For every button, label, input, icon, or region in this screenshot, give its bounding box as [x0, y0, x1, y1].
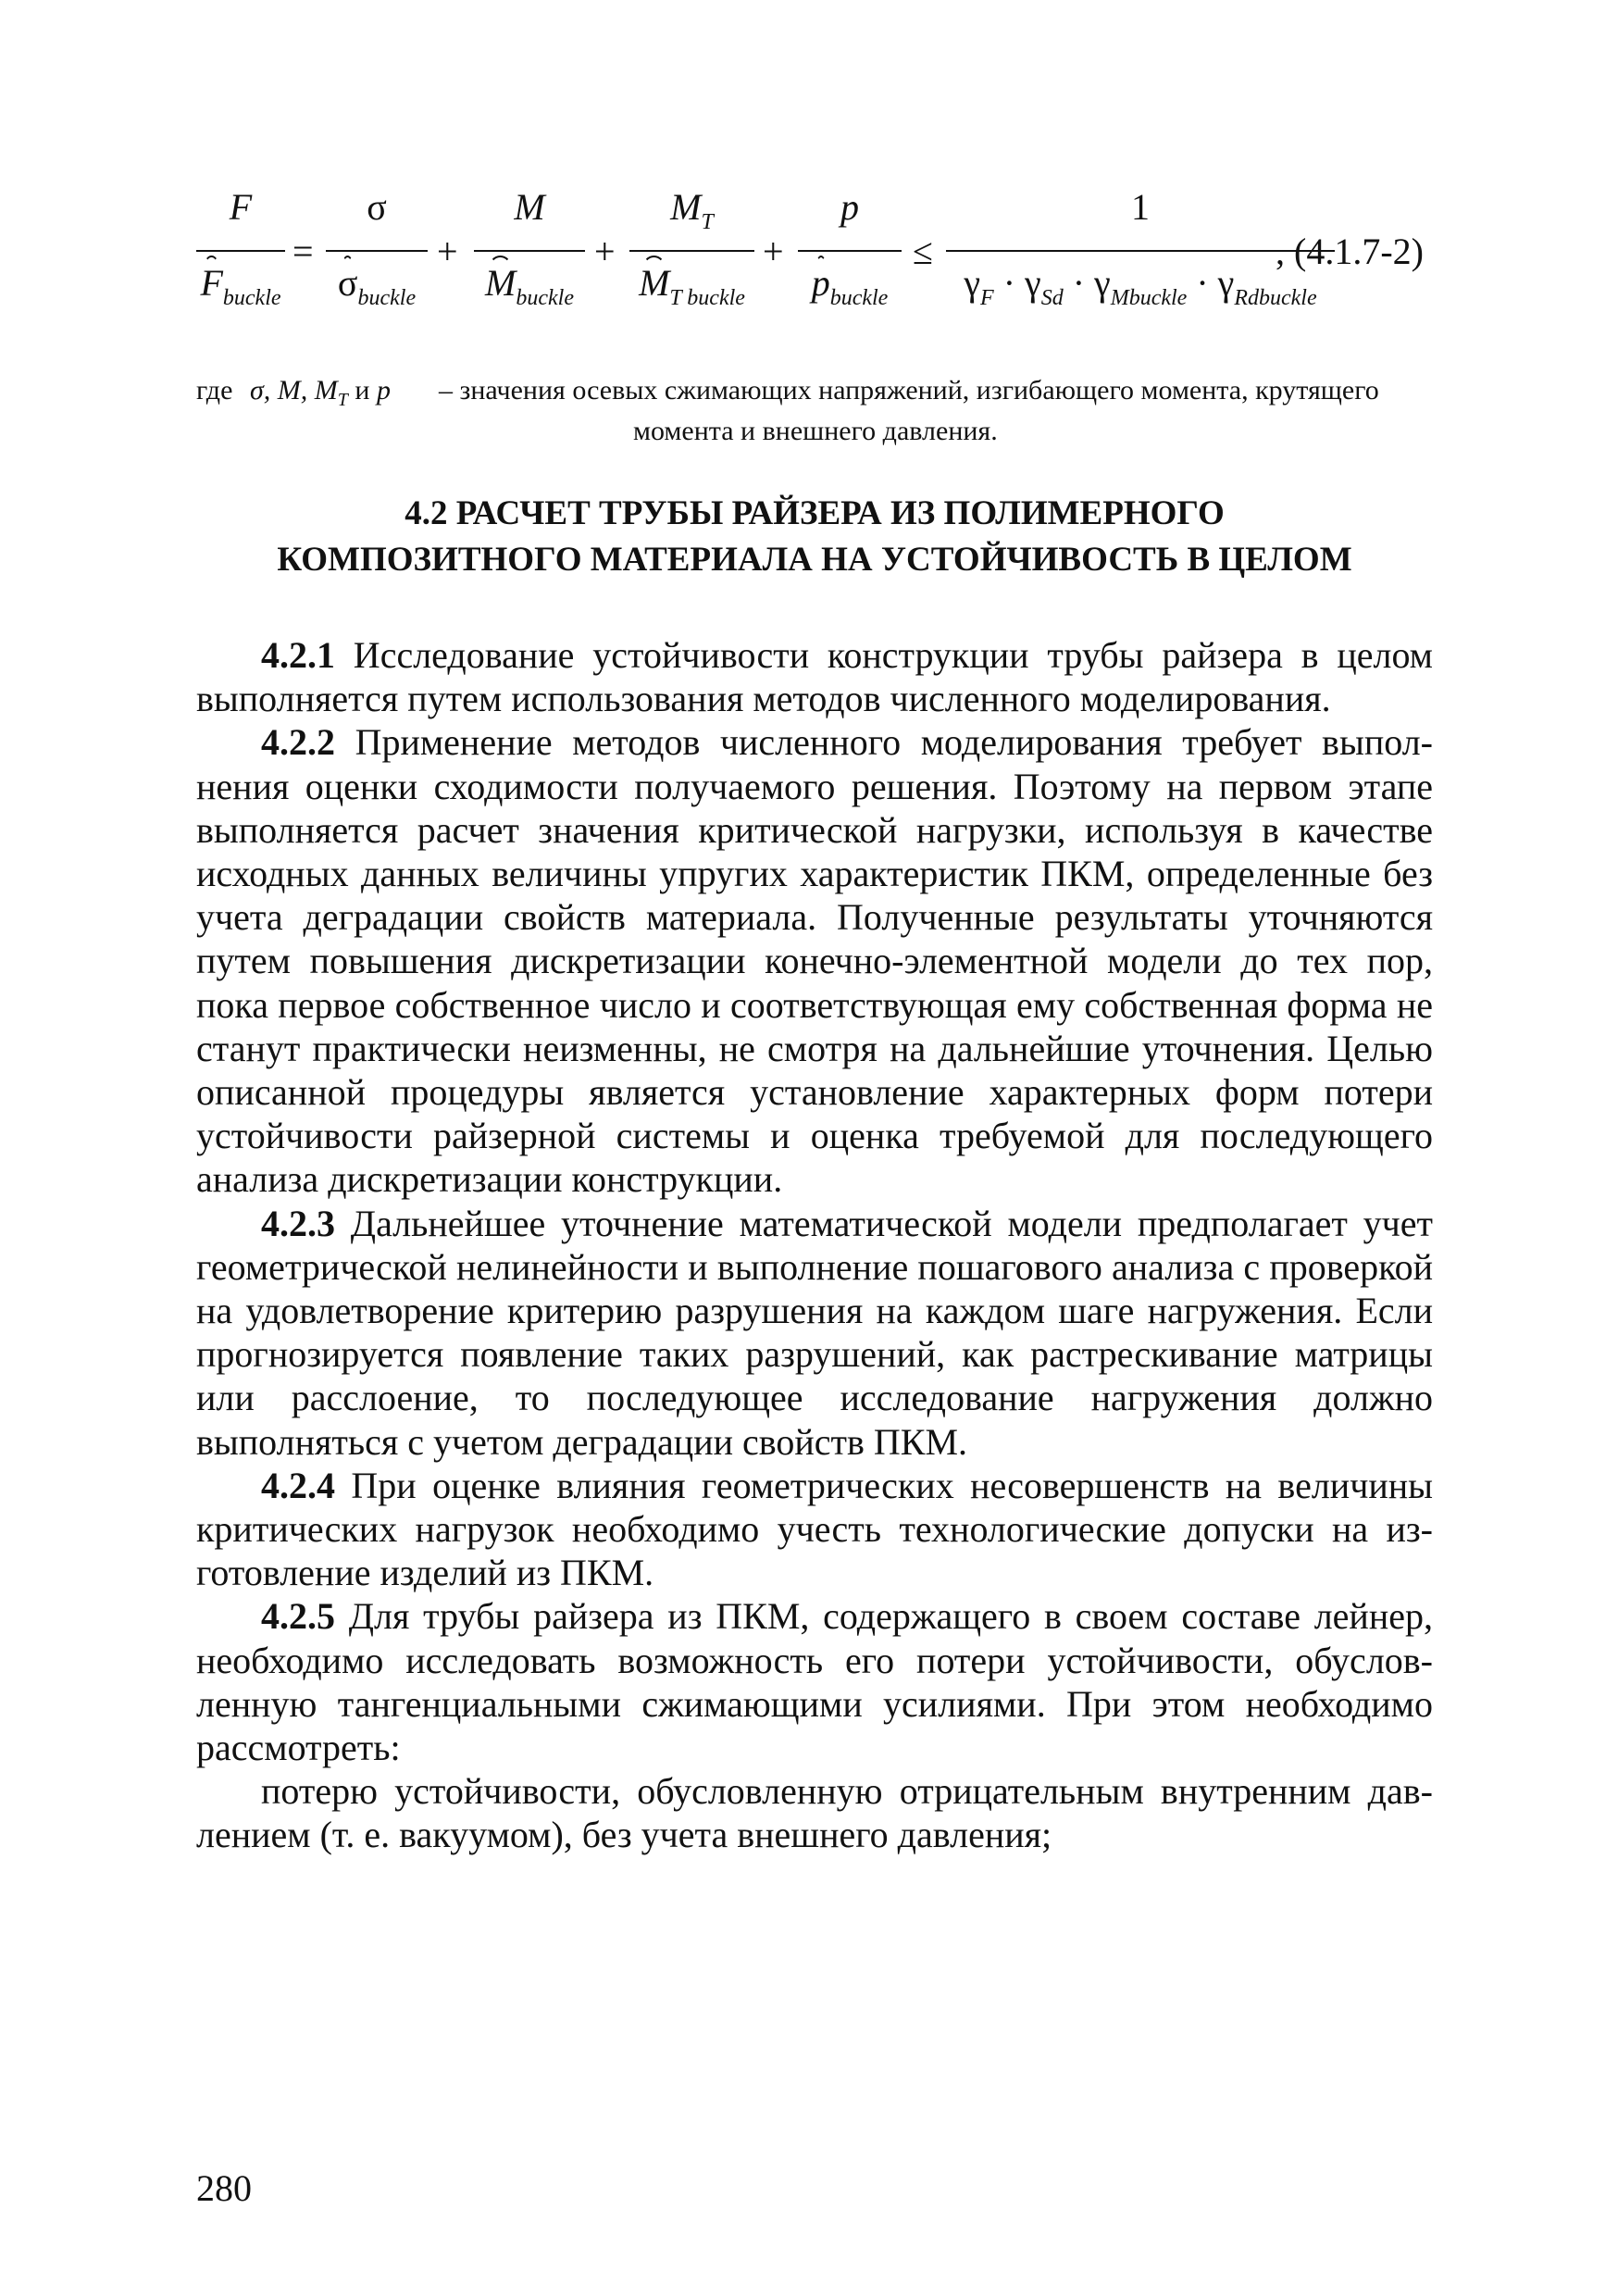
legend-text-line: момента и внешнего давления.: [633, 416, 998, 446]
fraction-numerator: p: [840, 186, 859, 228]
page-number: 280: [196, 2167, 252, 2209]
legend-label: где: [196, 375, 233, 406]
fraction-bar: [474, 250, 585, 252]
paragraph-text: Применение методов численного моделирования требует выполнения оценки сходимости получаемого решения. Поэтому на первом этапе выполняется расчет значения критической нагрузки, используя в качестве исходных данных величины упругих характеристик ПКМ, определенные без учета деградации свойств материала. Полученные результаты уточняются путем повышения дискретизации конечно-элементной модели до тех пор, пока первое собственное число и соответствующая ему собственная форма не станут практически неизменны, не смотря на дальнейшие уточнения. Целью описанной процедуры является установление характерных форм потери устойчивости райзерной системы и оценка требуемой для последующего анализа дискретизации конструкции.: [196, 721, 1433, 1201]
paragraph: [196, 633, 1433, 720]
fraction-bar: [326, 250, 428, 252]
fraction-stress: [326, 183, 428, 322]
fraction-force: [196, 183, 285, 322]
operator-equals: =: [292, 231, 314, 272]
section-heading: [196, 491, 1433, 583]
paragraph-text: При оценке влияния геометрических несовершенств на величины критических нагрузок необходимо учесть технологические допуски на изготовление изделий из ПКМ.: [196, 1464, 1433, 1594]
fraction-moment: [474, 183, 585, 322]
paragraph-text: Исследование устойчивости конструкции трубы райзера в целом выполняется путем использования методов численного моделирования.: [196, 634, 1433, 720]
fraction-numerator: 1: [1131, 186, 1150, 228]
heading-line: 4.2 РАСЧЕТ ТРУБЫ РАЙЗЕРА ИЗ ПОЛИМЕРНОГО: [404, 494, 1225, 532]
legend-variables: σ, M, $M_T$ и p: [250, 375, 391, 410]
clause-number: 4.2.2: [261, 721, 335, 764]
fraction-denominator: $M_{buckle}$: [485, 262, 574, 310]
clause-number: 4.2.3: [261, 1202, 335, 1244]
body-text: [196, 633, 1433, 1857]
fraction-denominator: $M_{T buckle}$: [639, 262, 745, 310]
fraction-bar: [798, 250, 902, 252]
fraction-denominator: $\sigma_{buckle}$: [337, 262, 417, 310]
paragraph: [196, 720, 1433, 1201]
heading-line: КОМПОЗИТНОГО МАТЕРИАЛА НА УСТОЙЧИВОСТЬ В ЦЕЛОМ: [277, 541, 1352, 579]
fraction-bar: [629, 250, 754, 252]
clause-number: 4.2.1: [261, 634, 335, 676]
operator-less-equal: ≤: [913, 231, 933, 272]
fraction-pressure: [798, 183, 902, 322]
fraction-numerator: σ: [367, 186, 387, 228]
operator-plus: +: [594, 231, 616, 272]
clause-number: 4.2.4: [261, 1464, 335, 1506]
fraction-denominator: $F_{buckle}$: [200, 262, 281, 310]
fraction-denominator: $\gamma_F \cdot \gamma_{Sd} \cdot \gamma_{Mbuckle} \cdot \gamma_{Rdbuckle}$: [964, 262, 1317, 310]
clause-number: 4.2.5: [261, 1595, 335, 1638]
paragraph: [196, 1464, 1433, 1595]
formula-4-1-7-2: [196, 183, 1464, 331]
paragraph-text: потерю устойчивости, обусловленную отрицательным внутренним давлением (т. е. вакуумом), без учета внешнего давления;: [196, 1770, 1433, 1856]
paragraph-text: Для трубы райзера из ПКМ, содержащего в своем составе лейнер, необходимо исследовать возможность его потери устойчивости, обусловленную тангенциальными сжимающими усилиями. При этом необходимо рассмотреть:: [196, 1595, 1433, 1769]
fraction-torque: [629, 183, 754, 322]
paragraph: [196, 1594, 1433, 1769]
operator-plus: +: [437, 231, 458, 272]
operator-plus: +: [763, 231, 784, 272]
paragraph: [196, 1202, 1433, 1464]
legend-text-line: – значения осевых сжимающих напряжений, изгибающего момента, крутящего: [439, 375, 1379, 406]
fraction-numerator: M: [514, 186, 545, 228]
fraction-numerator: F: [229, 186, 253, 228]
fraction-bar: [196, 250, 285, 252]
fraction-denominator: $p_{buckle}$: [811, 262, 889, 310]
fraction-numerator: $M_T$: [670, 186, 714, 234]
equation-number: , (4.1.7-2): [1276, 231, 1424, 272]
paragraph: [196, 1769, 1433, 1856]
paragraph-text: Дальнейшее уточнение математической модели предполагает учет геометрической нелинейности и выполнение пошагового анализа с проверкой на удовлетворение критерию разрушения на каждом шаге нагружения. Если прогнозируется появление таких разрушений, как растрескивание матрицы или расслоение, то последующее исследование нагружения должно выполняться с учетом деградации свойств ПКМ.: [196, 1202, 1433, 1463]
